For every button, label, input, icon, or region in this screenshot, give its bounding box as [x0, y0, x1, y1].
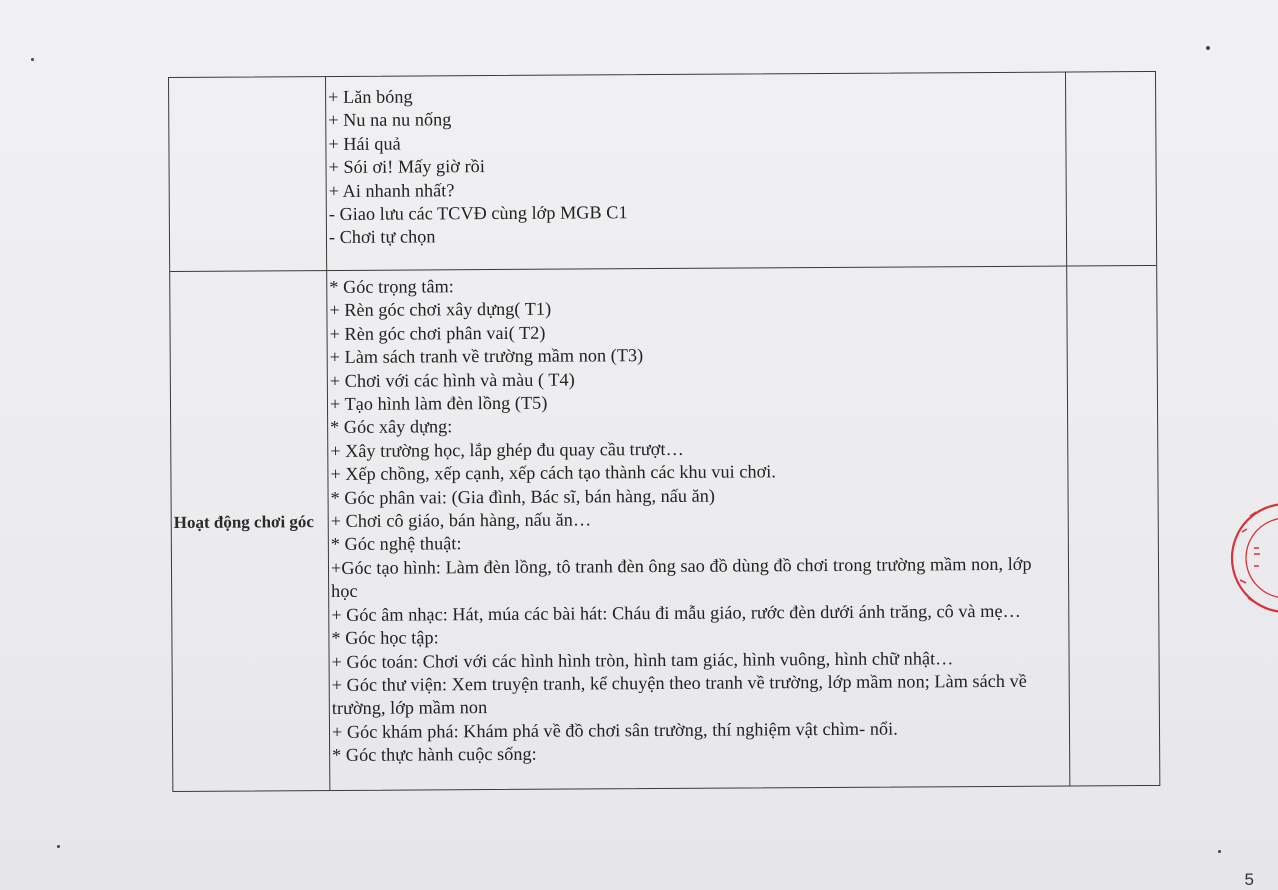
page-number: 5	[1244, 870, 1254, 889]
official-seal	[1228, 488, 1278, 628]
content-line: * Góc trọng tâm:	[329, 276, 454, 298]
row-content-cell	[327, 267, 1070, 791]
content-line: + Lăn bóng	[328, 86, 413, 108]
speck	[31, 58, 34, 61]
speck	[1218, 850, 1221, 853]
activity-table	[168, 71, 1160, 792]
row-label: Hoạt động chơi góc	[173, 512, 315, 532]
notes-cell	[1066, 72, 1156, 266]
speck	[1206, 46, 1210, 50]
row-label-cell	[169, 77, 327, 271]
content-line: + Góc khám phá: Khám phá về đồ chơi sân trường, thí nghiệm vật chìm- nổi.	[331, 718, 898, 742]
table-row	[169, 72, 1156, 272]
content-line: * Góc thực hành cuộc sống:	[332, 743, 537, 766]
table-row	[170, 266, 1159, 791]
content-line: * Góc phân vai: (Gia đình, Bác sĩ, bán hàng, nấu ăn)	[330, 485, 716, 508]
content-line: + Chơi với các hình và màu ( T4)	[329, 369, 575, 391]
speck	[57, 845, 60, 848]
content-line: + Nu na nu nống	[328, 109, 452, 131]
content-line: + Sói ơi! Mấy giờ rồi	[328, 156, 485, 178]
content-line: + Rèn góc chơi phân vai( T2)	[329, 322, 546, 344]
content-line: - Giao lưu các TCVĐ cùng lớp MGB C1	[328, 202, 628, 225]
content-line: + Hái quả	[328, 133, 401, 154]
content-line: + Ai nhanh nhất?	[328, 179, 455, 201]
content-line: + Xây trường học, lắp ghép đu quay cầu trượt…	[330, 438, 684, 461]
notes-cell	[1067, 266, 1159, 786]
content-line: + Làm sách tranh về trường mầm non (T3)	[329, 345, 644, 368]
content-line: + Rèn góc chơi xây dựng( T1)	[329, 299, 552, 321]
content-line: + Góc âm nhạc: Hát, múa các bài hát: Cháu đi mẫu giáo, rước đèn dưới ánh trăng, cô và mẹ…	[331, 600, 1021, 625]
content-line: + Tạo hình làm đèn lồng (T5)	[329, 392, 548, 415]
content-line: + Góc thư viện: Xem truyện tranh, kể chuyện theo tranh về trường, lớp mầm non; Làm sách về trường, lớp mầm non	[331, 670, 1027, 719]
content-line: +Góc tạo hình: Làm đèn lồng, tô tranh đèn ông sao đồ dùng đồ chơi trong trường mầm non, lớp học	[330, 553, 1032, 602]
content-line: * Góc nghệ thuật:	[330, 533, 462, 555]
row-label-cell	[170, 271, 330, 791]
row-content-cell	[326, 73, 1067, 271]
content-line: * Góc học tập:	[331, 627, 439, 649]
content-line: * Góc xây dựng:	[330, 416, 453, 438]
content-line: + Xếp chồng, xếp cạnh, xếp cách tạo thành các khu vui chơi.	[330, 461, 777, 485]
content-line: + Chơi cô giáo, bán hàng, nấu ăn…	[330, 509, 592, 532]
content-line: + Góc toán: Chơi với các hình hình tròn, hình tam giác, hình vuông, hình chữ nhật…	[331, 647, 954, 672]
content-line: - Chơi tự chọn	[328, 226, 436, 248]
seal-icon	[1228, 488, 1278, 628]
